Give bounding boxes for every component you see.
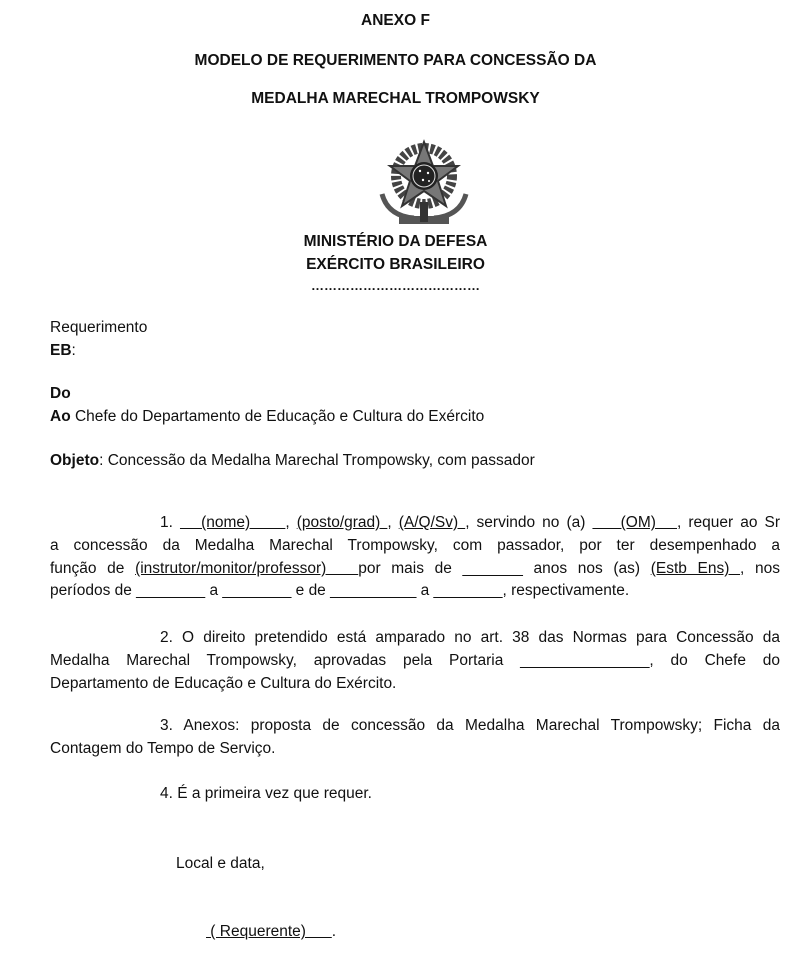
- subject-line: [50, 452, 535, 470]
- army-name: EXÉRCITO BRASILEIRO: [306, 256, 485, 273]
- para1-text-anos: por mais de _______ anos nos (as): [358, 560, 651, 577]
- para4-line1: 4. É a primeira vez que requer.: [160, 785, 372, 802]
- from-line: [50, 385, 71, 403]
- para1-line3: [50, 560, 780, 578]
- to-label: Ao: [50, 408, 71, 425]
- to-line: [50, 408, 484, 426]
- field-posto-grad: (posto/grad): [296, 514, 388, 531]
- field-om: (OM): [592, 514, 678, 531]
- para1-text-requer: , requer ao Sr: [677, 514, 781, 531]
- field-nome: (nome): [179, 514, 286, 531]
- unit-blank-line: …………………………………: [311, 278, 480, 293]
- doc-title-line2: MEDALHA MARECHAL TROMPOWSKY: [251, 90, 540, 107]
- field-funcao: (instrutor/monitor/professor): [135, 560, 359, 577]
- field-aqsv: (A/Q/Sv): [398, 514, 466, 531]
- annex-label: ANEXO F: [361, 12, 430, 29]
- para1-line1: [160, 514, 780, 532]
- para3-line2: Contagem do Tempo de Serviço.: [50, 740, 276, 757]
- eb-colon: :: [71, 342, 76, 359]
- para1-text-funcao: função de: [50, 560, 136, 577]
- para2-line3: Departamento de Educação e Cultura do Exército.: [50, 675, 397, 692]
- para1-text-servindo: , servindo no (a): [465, 514, 593, 531]
- from-label: Do: [50, 385, 71, 402]
- para1-sep2: ,: [387, 514, 399, 531]
- para2-line2: Medalha Marechal Trompowsky, aprovadas pela Portaria _______________, do Chefe do: [50, 652, 780, 669]
- eb-line: [50, 342, 76, 360]
- place-and-date: Local e data,: [176, 855, 265, 872]
- requester-signature: ( Requerente): [206, 923, 332, 940]
- para1-number: 1.: [160, 514, 180, 531]
- para1-line4: períodos de ________ a ________ e de __________ a ________, respectivamente.: [50, 582, 630, 599]
- field-estb-ens: (Estb Ens): [650, 560, 741, 577]
- para3-line1: 3. Anexos: proposta de concessão da Medalha Marechal Trompowsky; Ficha da: [160, 717, 780, 734]
- para2-line1: 2. O direito pretendido está amparado no art. 38 das Normas para Concessão da: [160, 629, 780, 646]
- para1-text-nos: , nos: [740, 560, 780, 577]
- subject-label: Objeto: [50, 452, 100, 469]
- request-label: Requerimento: [50, 319, 148, 336]
- brasao-republica-icon: [374, 136, 474, 228]
- to-text: Chefe do Departamento de Educação e Cultura do Exército: [70, 408, 485, 425]
- eb-label: EB: [50, 342, 72, 359]
- signature-dot: .: [331, 923, 337, 940]
- signature-line: [206, 923, 336, 941]
- doc-title-line1: MODELO DE REQUERIMENTO PARA CONCESSÃO DA: [194, 52, 597, 69]
- para1-line2: a concessão da Medalha Marechal Trompowsky, com passador, por ter desempenhado a: [50, 537, 780, 554]
- ministry-name: MINISTÉRIO DA DEFESA: [303, 233, 488, 250]
- para1-sep1: ,: [285, 514, 297, 531]
- subject-text: : Concessão da Medalha Marechal Trompowsky, com passador: [99, 452, 535, 469]
